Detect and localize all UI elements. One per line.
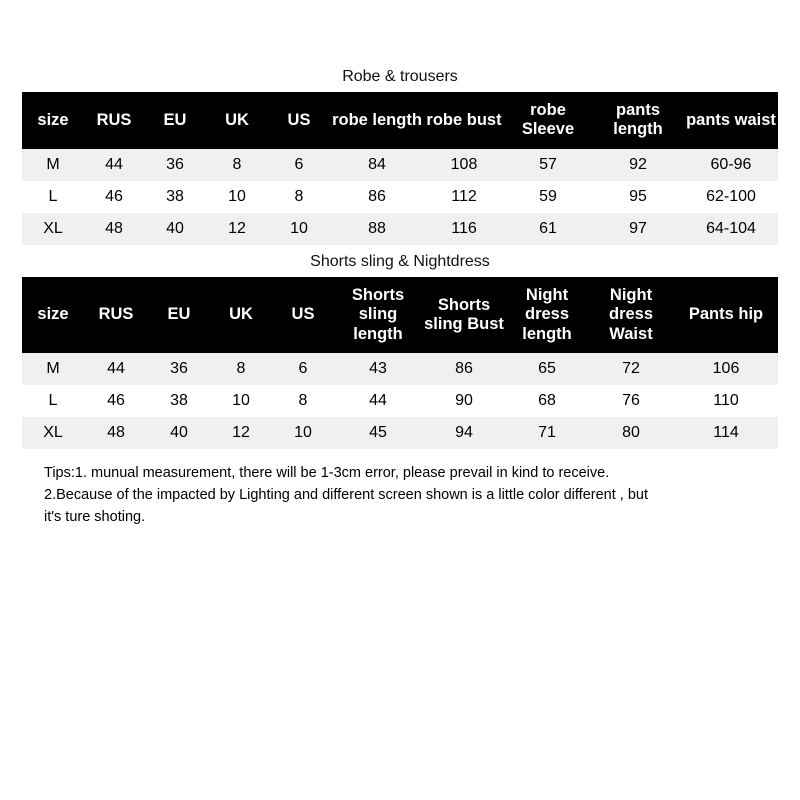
cell-pants-hip: 106: [674, 353, 778, 385]
column-header-pants-hip: Pants hip: [674, 277, 778, 353]
table-body-robe: [22, 149, 778, 245]
cell-night-dress-length: 65: [506, 353, 588, 385]
column-header-pants-waist: pants waist: [684, 92, 778, 149]
cell-pants-waist: 64-104: [684, 213, 778, 245]
cell-pants-waist: 62-100: [684, 181, 778, 213]
table-header-row: [22, 277, 778, 353]
table-header-row: [22, 92, 778, 149]
cell-eu: 40: [148, 417, 210, 449]
cell-size: M: [22, 149, 84, 181]
cell-night-dress-length: 71: [506, 417, 588, 449]
cell-eu: 36: [144, 149, 206, 181]
cell-us: 10: [268, 213, 330, 245]
table-row: [22, 181, 778, 213]
cell-size: M: [22, 353, 84, 385]
size-table-robe: [22, 92, 778, 245]
cell-us: 6: [272, 353, 334, 385]
cell-size: L: [22, 181, 84, 213]
table-header-robe: [22, 92, 778, 149]
table-row: [22, 417, 778, 449]
cell-size: L: [22, 385, 84, 417]
cell-rus: 48: [84, 213, 144, 245]
column-header-shorts-sling-length: Shorts sling length: [334, 277, 422, 353]
cell-size: XL: [22, 213, 84, 245]
cell-rus: 46: [84, 385, 148, 417]
cell-robe-length: 88: [330, 213, 424, 245]
table-row: [22, 149, 778, 181]
cell-robe-bust: 112: [424, 181, 504, 213]
column-header-uk: UK: [206, 92, 268, 149]
cell-us: 10: [272, 417, 334, 449]
cell-robe-sleeve: 59: [504, 181, 592, 213]
cell-night-dress-waist: 80: [588, 417, 674, 449]
cell-eu: 38: [148, 385, 210, 417]
column-header-size: size: [22, 92, 84, 149]
column-header-night-dress-length: Night dress length: [506, 277, 588, 353]
cell-uk: 12: [206, 213, 268, 245]
cell-eu: 40: [144, 213, 206, 245]
cell-robe-sleeve: 61: [504, 213, 592, 245]
column-header-uk: UK: [210, 277, 272, 353]
cell-uk: 12: [210, 417, 272, 449]
cell-rus: 44: [84, 149, 144, 181]
column-header-us: US: [272, 277, 334, 353]
size-table-shorts: [22, 277, 778, 449]
cell-uk: 10: [206, 181, 268, 213]
cell-rus: 44: [84, 353, 148, 385]
column-header-pants-length: pants length: [592, 92, 684, 149]
cell-pants-length: 97: [592, 213, 684, 245]
cell-eu: 38: [144, 181, 206, 213]
cell-night-dress-waist: 72: [588, 353, 674, 385]
column-header-us: US: [268, 92, 330, 149]
cell-us: 6: [268, 149, 330, 181]
tips-line-1: Tips:1. munual measurement, there will be 1-3cm error, please prevail in kind to receive.: [44, 465, 610, 482]
column-header-size: size: [22, 277, 84, 353]
table-body-shorts: [22, 353, 778, 449]
cell-uk: 8: [210, 353, 272, 385]
cell-pants-hip: 110: [674, 385, 778, 417]
cell-eu: 36: [148, 353, 210, 385]
tips-note: [22, 463, 778, 528]
cell-night-dress-waist: 76: [588, 385, 674, 417]
table-row: [22, 385, 778, 417]
cell-rus: 46: [84, 181, 144, 213]
cell-uk: 8: [206, 149, 268, 181]
cell-night-dress-length: 68: [506, 385, 588, 417]
column-header-robe-length: robe length: [330, 92, 424, 149]
cell-robe-sleeve: 57: [504, 149, 592, 181]
column-header-night-dress-waist: Night dress Waist: [588, 277, 674, 353]
column-header-eu: EU: [144, 92, 206, 149]
table-title-robe: Robe & trousers: [342, 68, 458, 85]
table-row: [22, 353, 778, 385]
column-header-rus: RUS: [84, 92, 144, 149]
cell-size: XL: [22, 417, 84, 449]
cell-robe-length: 84: [330, 149, 424, 181]
column-header-rus: RUS: [84, 277, 148, 353]
column-header-shorts-sling-bust: Shorts sling Bust: [422, 277, 506, 353]
cell-uk: 10: [210, 385, 272, 417]
table-title-shorts: Shorts sling & Nightdress: [310, 252, 490, 270]
cell-shorts-sling-bust: 86: [422, 353, 506, 385]
cell-shorts-sling-bust: 90: [422, 385, 506, 417]
tips-line-2: 2.Because of the impacted by Lighting and different screen shown is a little color different , but: [44, 487, 648, 504]
cell-us: 8: [268, 181, 330, 213]
cell-shorts-sling-length: 45: [334, 417, 422, 449]
cell-shorts-sling-length: 44: [334, 385, 422, 417]
cell-shorts-sling-bust: 94: [422, 417, 506, 449]
column-header-robe-sleeve: robe Sleeve: [504, 92, 592, 149]
cell-robe-bust: 108: [424, 149, 504, 181]
cell-robe-length: 86: [330, 181, 424, 213]
tips-line-3: it's ture shoting.: [44, 508, 146, 525]
column-header-eu: EU: [148, 277, 210, 353]
column-header-robe-bust: robe bust: [424, 92, 504, 149]
cell-robe-bust: 116: [424, 213, 504, 245]
table-header-shorts: [22, 277, 778, 353]
cell-us: 8: [272, 385, 334, 417]
cell-pants-hip: 114: [674, 417, 778, 449]
cell-pants-waist: 60-96: [684, 149, 778, 181]
cell-shorts-sling-length: 43: [334, 353, 422, 385]
table-row: [22, 213, 778, 245]
cell-pants-length: 92: [592, 149, 684, 181]
cell-pants-length: 95: [592, 181, 684, 213]
cell-rus: 48: [84, 417, 148, 449]
